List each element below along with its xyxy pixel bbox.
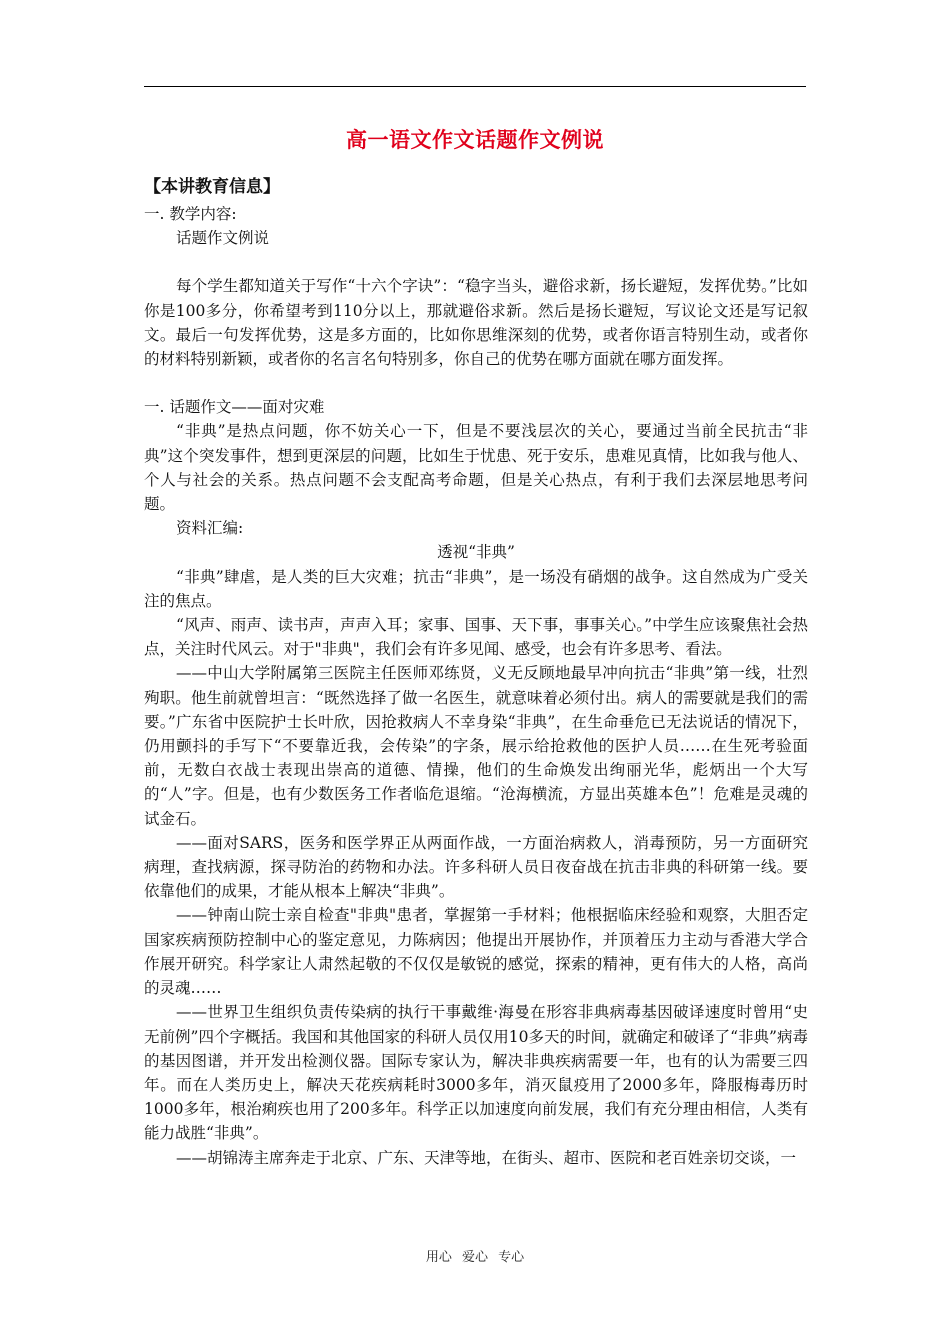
document-body bbox=[144, 174, 808, 1170]
teaching-content: 话题作文例说 bbox=[176, 229, 270, 248]
article-paragraph: ——面对SARS，医务和医学界正从两面作战，一方面治病救人，消毒预防，另一方面研究病理，查找病源，探寻防治的药物和办法。许多科研人员日夜奋战在抗击非典的科研第一线。要依靠他们的成果，才能从根本上解决“非典”。 bbox=[144, 833, 808, 901]
article-paragraph: ——胡锦涛主席奔走于北京、广东、天津等地，在街头、超市、医院和老百姓亲切交谈，一 bbox=[176, 1148, 797, 1167]
article-paragraph: ——钟南山院士亲自检查"非典"患者，掌握第一手材料；他根据临床经验和观察，大胆否定国家疾病预防控制中心的鉴定意见，力陈病因；他提出开展协作，并顶着压力主动与香港大学合作展开研究。科学家让人肃然起敬的不仅仅是敏锐的感觉，探索的精神，更有伟大的人格，高尚的灵魂…… bbox=[144, 906, 808, 998]
spacer bbox=[144, 250, 808, 274]
document-title: 高一语文作文话题作文例说 bbox=[346, 127, 604, 152]
article-paragraph: ——世界卫生组织负责传染病的执行干事戴维·海曼在形容非典病毒基因破译速度时曾用“史无前例”四个字概括。我国和其他国家的科研人员仅用10多天的时间，就确定和破译了“非典”病毒的基因图谱，并开发出检测仪器。国际专家认为，解决非典疾病需要一年，也有的认为需要三四年。而在人类历史上，解决天花疾病耗时3000多年，消灭鼠疫用了2000多年，降服梅毒历时1000多年，根治痢疾也用了200多年。科学正以加速度向前发展，我们有充分理由相信，人类有能力战胜“非典”。 bbox=[144, 1003, 808, 1143]
spacer bbox=[144, 371, 808, 395]
article-paragraph: “非典”肆虐，是人类的巨大灾难；抗击“非典”，是一场没有硝烟的战争。这自然成为广受关注的焦点。 bbox=[144, 567, 808, 610]
teaching-label: 一. 教学内容: bbox=[144, 205, 237, 223]
article-paragraph: ——中山大学附属第三医院主任医师邓练贤，义无反顾地最早冲向抗击“非典”第一线，壮烈殉职。他生前就曾坦言：“既然选择了做一名医生，就意味着必须付出。病人的需要就是我们的需要。”广东省中医院护士长叶欣，因抢救病人不幸身染“非典”，在生命垂危已无法说话的情况下，仍用颤抖的手写下“不要靠近我，会传染”的字条，展示给抢救他的医护人员……在生死考验面前，无数白衣战士表现出崇高的道德、情操，他们的生命焕发出绚丽光华，彪炳出一个大写的“人”字。但是，也有少数医务工作者临危退缩。“沧海横流，方显出英雄本色”！危难是灵魂的试金石。 bbox=[144, 664, 808, 828]
topic-paragraph: “非典”是热点问题，你不妨关心一下，但是不要浅层次的关心，要通过当前全民抗击“非典”这个突发事件，想到更深层的问题，比如生于忧患、死于安乐，患难见真情，比如我与他人、个人与社会的关系。热点问题不会支配高考命题，但是关心热点，有利于我们去深层地思考问题。 bbox=[144, 422, 808, 514]
section-heading: 【本讲教育信息】 bbox=[144, 177, 280, 197]
materials-label: 资料汇编: bbox=[176, 519, 244, 538]
header-rule bbox=[144, 86, 806, 87]
intro-paragraph: 每个学生都知道关于写作“十六个字诀”：“稳字当头，避俗求新，扬长避短，发挥优势。”比如你是100多分，你希望考到110分以上，那就避俗求新。然后是扬长避短，写议论文还是写记叙文。最后一句发挥优势，这是多方面的，比如你思维深刻的优势，或者你语言特别生动，或者你的材料特别新颖，或者你的名言名句特别多，你自己的优势在哪方面就在哪方面发挥。 bbox=[144, 277, 808, 369]
article-paragraph: “风声、雨声、读书声，声声入耳；家事、国事、天下事，事事关心。”中学生应该聚焦社会热点，关注时代风云。对于"非典"，我们会有许多见闻、感受，也会有许多思考、看法。 bbox=[144, 616, 808, 659]
topic-heading: 一. 话题作文——面对灾难 bbox=[144, 398, 325, 417]
article-title: 透视“非典” bbox=[437, 543, 515, 562]
page-footer: 用心 爱心 专心 bbox=[425, 1250, 525, 1265]
